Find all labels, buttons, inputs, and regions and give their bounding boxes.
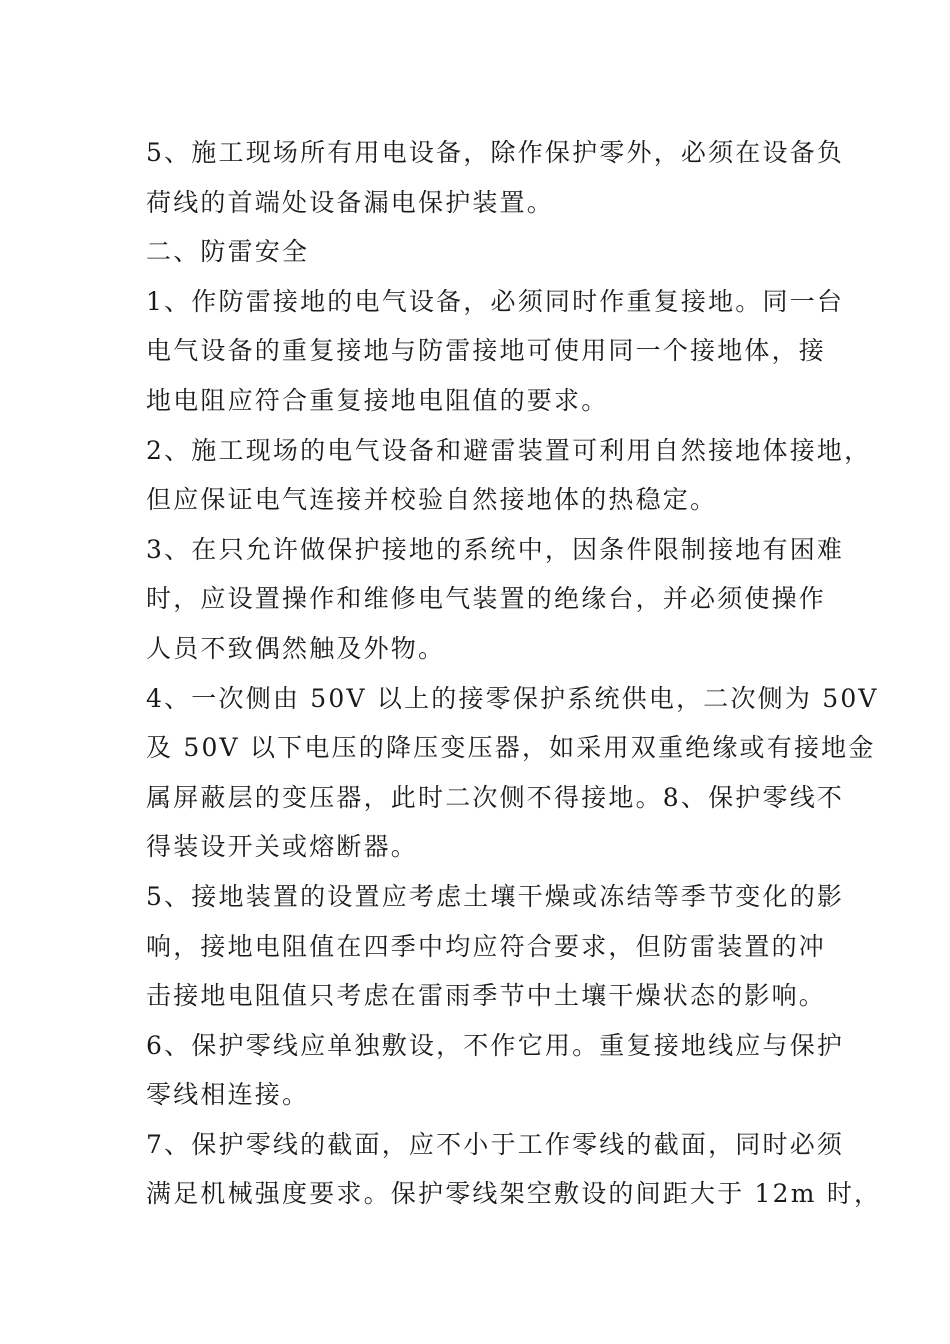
- text-line: 地电阻应符合重复接地电阻值的要求。: [146, 385, 609, 415]
- text-line: 但应保证电气连接并校验自然接地体的热稳定。: [146, 485, 718, 515]
- text-line: 7、保护零线的截面，应不小于工作零线的截面，同时必须: [146, 1129, 845, 1159]
- text-line: 击接地电阻值只考虑在雷雨季节中土壤干燥状态的影响。: [146, 981, 827, 1011]
- text-line: 1、作防雷接地的电气设备，必须同时作重复接地。同一台: [146, 286, 845, 316]
- text-line: 属屏蔽层的变压器，此时二次侧不得接地。8、保护零线不: [146, 782, 845, 812]
- section-heading: 二、防雷安全: [146, 237, 310, 267]
- text-line: 5、接地装置的设置应考虑土壤干燥或冻结等季节变化的影: [146, 881, 845, 911]
- text-line: 荷线的首端处设备漏电保护装置。: [146, 187, 555, 217]
- text-line: 得装设开关或熔断器。: [146, 832, 419, 862]
- document-body: [146, 128, 882, 1219]
- text-line: 时，应设置操作和维修电气装置的绝缘台，并必须使操作: [146, 584, 827, 614]
- text-line: 响，接地电阻值在四季中均应符合要求，但防雷装置的冲: [146, 931, 827, 961]
- text-line: 人员不致偶然触及外物。: [146, 633, 446, 663]
- text-line: 零线相连接。: [146, 1080, 310, 1110]
- text-line: 6、保护零线应单独敷设，不作它用。重复接地线应与保护: [146, 1030, 845, 1060]
- text-line: 满足机械强度要求。保护零线架空敷设的间距大于 12m 时，: [146, 1179, 882, 1209]
- text-line: 2、施工现场的电气设备和避雷装置可利用自然接地体接地，: [146, 435, 872, 465]
- text-line: 4、一次侧由 50V 以上的接零保护系统供电，二次侧为 50V: [146, 683, 879, 713]
- text-line: 3、在只允许做保护接地的系统中，因条件限制接地有困难: [146, 534, 845, 564]
- text-line: 及 50V 以下电压的降压变压器，如采用双重绝缘或有接地金: [146, 733, 876, 763]
- text-line: 5、施工现场所有用电设备，除作保护零外，必须在设备负: [146, 138, 845, 167]
- text-line: 电气设备的重复接地与防雷接地可使用同一个接地体，接: [146, 336, 827, 366]
